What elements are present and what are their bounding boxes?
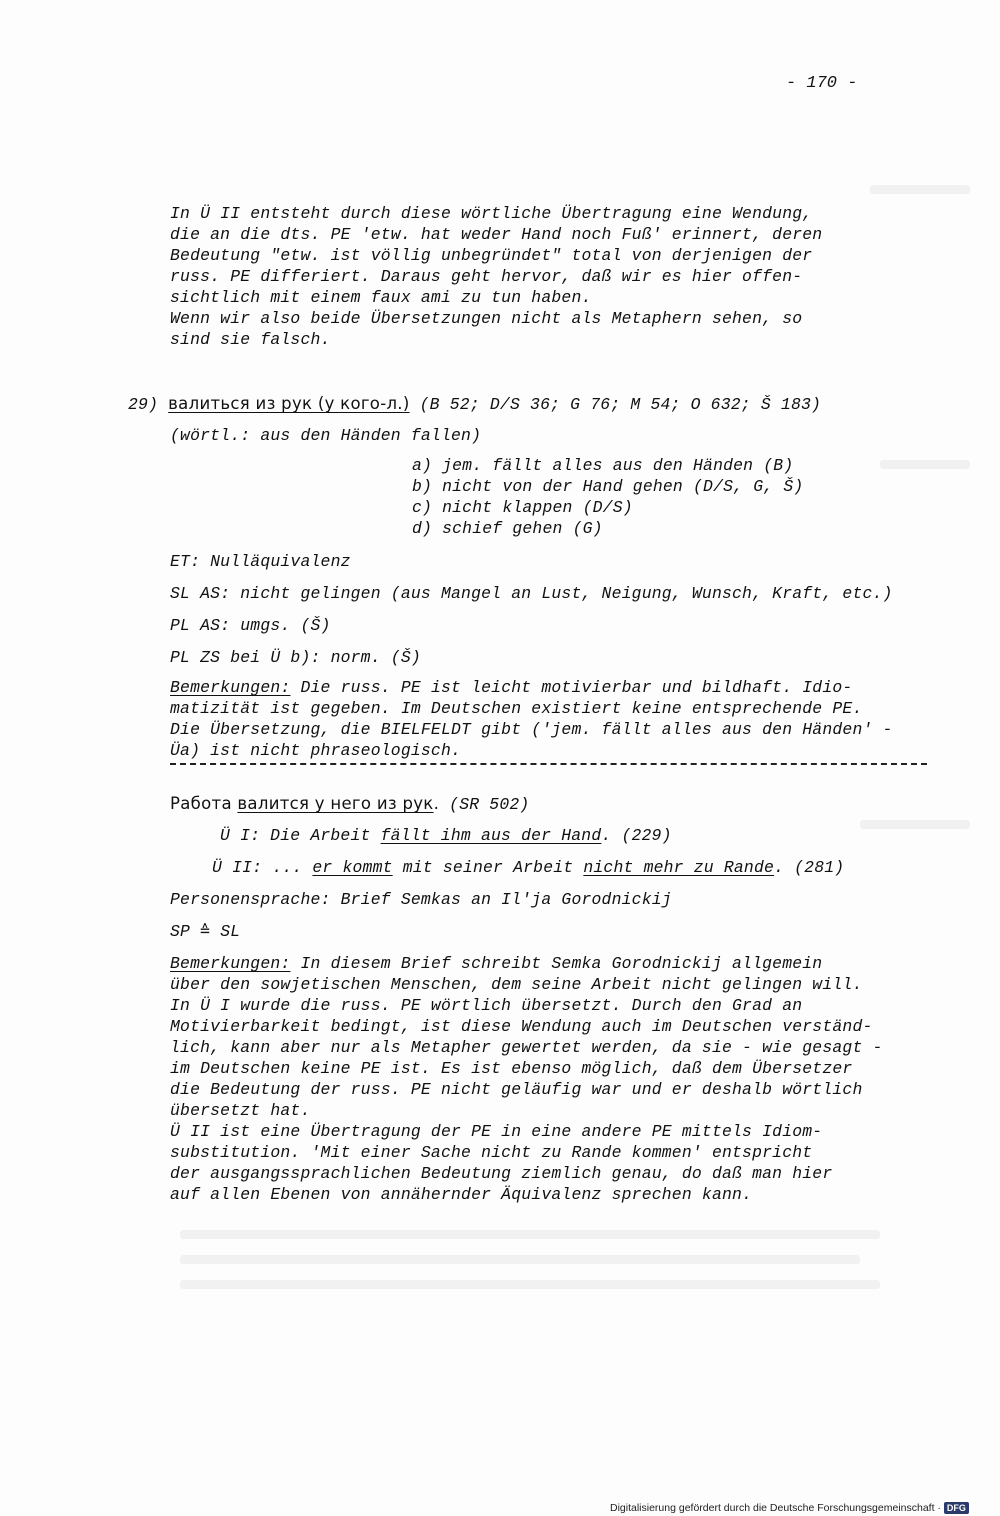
footer-text: Digitalisierung gefördert durch die Deutsche Forschungsgemeinschaft ·: [610, 1501, 941, 1514]
translation-phrase: er kommt: [312, 858, 393, 877]
text-line: Wenn wir also beide Übersetzungen nicht als Metaphern sehen, so: [170, 309, 803, 328]
text-line: über den sowjetischen Menschen, dem seine Arbeit nicht gelingen will.: [170, 975, 863, 994]
text-line: Üa) ist nicht phraseologisch.: [170, 741, 462, 760]
example-text: Работа: [170, 794, 238, 813]
example-source: (SR 502): [439, 795, 530, 814]
bleed-through-mark: [180, 1280, 880, 1289]
footer-credit: [610, 1499, 1000, 1516]
text-line: In Ü II entsteht durch diese wörtliche Übertragung eine Wendung,: [170, 204, 813, 223]
text-line: die Bedeutung der russ. PE nicht geläufig war und er deshalb wörtlich: [170, 1080, 863, 1099]
dashed-separator: [170, 763, 927, 765]
russian-phrase: валиться из рук (у кого-л.): [168, 394, 410, 413]
translation-text: mit seiner Arbeit: [392, 858, 584, 877]
variant-item: b) nicht von der Hand gehen (D/S, G, Š): [412, 477, 804, 496]
sp-line: SP ≙ SL: [170, 922, 241, 941]
text-line: substitution. 'Mit einer Sache nicht zu Rande kommen' entspricht: [170, 1143, 813, 1162]
text-line: Bedeutung "etw. ist völlig unbegründet" total von derjenigen der: [170, 246, 813, 265]
sl-as-line: SL AS: nicht gelingen (aus Mangel an Lust, Neigung, Wunsch, Kraft, etc.): [170, 584, 893, 603]
remarks-line: [170, 953, 822, 974]
page-number: - 170 -: [786, 74, 858, 93]
text-line: Die Übersetzung, die BIELFELDT gibt ('jem. fällt alles aus den Händen' -: [170, 720, 893, 739]
text-line: Motivierbarkeit bedingt, ist diese Wendung auch im Deutschen verständ-: [170, 1017, 873, 1036]
remarks-label: Bemerkungen:: [170, 678, 291, 697]
bleed-through-mark: [180, 1255, 860, 1264]
text-line: In Ü I wurde die russ. PE wörtlich übersetzt. Durch den Grad an: [170, 996, 803, 1015]
text-line: im Deutschen keine PE ist. Es ist ebenso möglich, daß dem Übersetzer: [170, 1059, 853, 1078]
text-line: Ü II ist eine Übertragung der PE in eine andere PE mittels Idiom-: [170, 1122, 823, 1141]
entry-heading: [128, 393, 821, 415]
translation-phrase: fällt ihm aus der Hand: [380, 826, 602, 845]
example-text: .: [433, 794, 440, 813]
pl-zs-line: PL ZS bei Ü b): norm. (Š): [170, 648, 421, 667]
translation-text: Ü I: Die Arbeit: [220, 826, 381, 845]
bleed-through-mark: [180, 1230, 880, 1239]
literal-translation: (wörtl.: aus den Händen fallen): [170, 426, 482, 445]
pl-as-line: PL AS: umgs. (Š): [170, 616, 331, 635]
variant-item: d) schief gehen (G): [412, 519, 603, 538]
bleed-through-mark: [860, 820, 970, 829]
example-phrase: валится у него из рук: [237, 794, 434, 813]
remarks-text: In diesem Brief schreibt Semka Gorodnickij allgemein: [290, 954, 823, 973]
translation-text: . (281): [774, 858, 845, 877]
dfg-logo: DFG: [944, 1502, 969, 1514]
remarks-label: Bemerkungen:: [170, 954, 291, 973]
translation-2: [212, 857, 844, 878]
remarks-text: Die russ. PE ist leicht motivierbar und bildhaft. Idio-: [290, 678, 853, 697]
entry-sources: (B 52; D/S 36; G 76; M 54; O 632; Š 183): [419, 395, 822, 414]
variant-item: a) jem. fällt alles aus den Händen (B): [412, 456, 794, 475]
translation-1: [220, 825, 672, 846]
translation-text: . (229): [601, 826, 672, 845]
et-line: ET: Nulläquivalenz: [170, 552, 351, 571]
text-line: übersetzt hat.: [170, 1101, 311, 1120]
speech-line: Personensprache: Brief Semkas an Il'ja Gorodnickij: [170, 890, 672, 909]
example-sentence: [170, 793, 529, 815]
text-line: sichtlich mit einem faux ami zu tun haben.: [170, 288, 592, 307]
translation-text: Ü II: ...: [212, 858, 313, 877]
text-line: matizität ist gegeben. Im Deutschen existiert keine entsprechende PE.: [170, 699, 863, 718]
text-line: die an die dts. PE 'etw. hat weder Hand noch Fuß' erinnert, deren: [170, 225, 823, 244]
bleed-through-mark: [870, 185, 970, 194]
text-line: der ausgangssprachlichen Bedeutung ziemlich genau, do daß man hier: [170, 1164, 833, 1183]
translation-phrase: nicht mehr zu Rande: [583, 858, 775, 877]
variant-item: c) nicht klappen (D/S): [412, 498, 633, 517]
text-line: auf allen Ebenen von annähernder Äquivalenz sprechen kann.: [170, 1185, 753, 1204]
entry-number: 29): [128, 395, 159, 414]
text-line: sind sie falsch.: [170, 330, 331, 349]
text-line: russ. PE differiert. Daraus geht hervor, daß wir es hier offen-: [170, 267, 803, 286]
bleed-through-mark: [880, 460, 970, 469]
remarks-line: [170, 677, 852, 698]
text-line: lich, kann aber nur als Metapher gewertet werden, da sie - wie gesagt -: [170, 1038, 883, 1057]
